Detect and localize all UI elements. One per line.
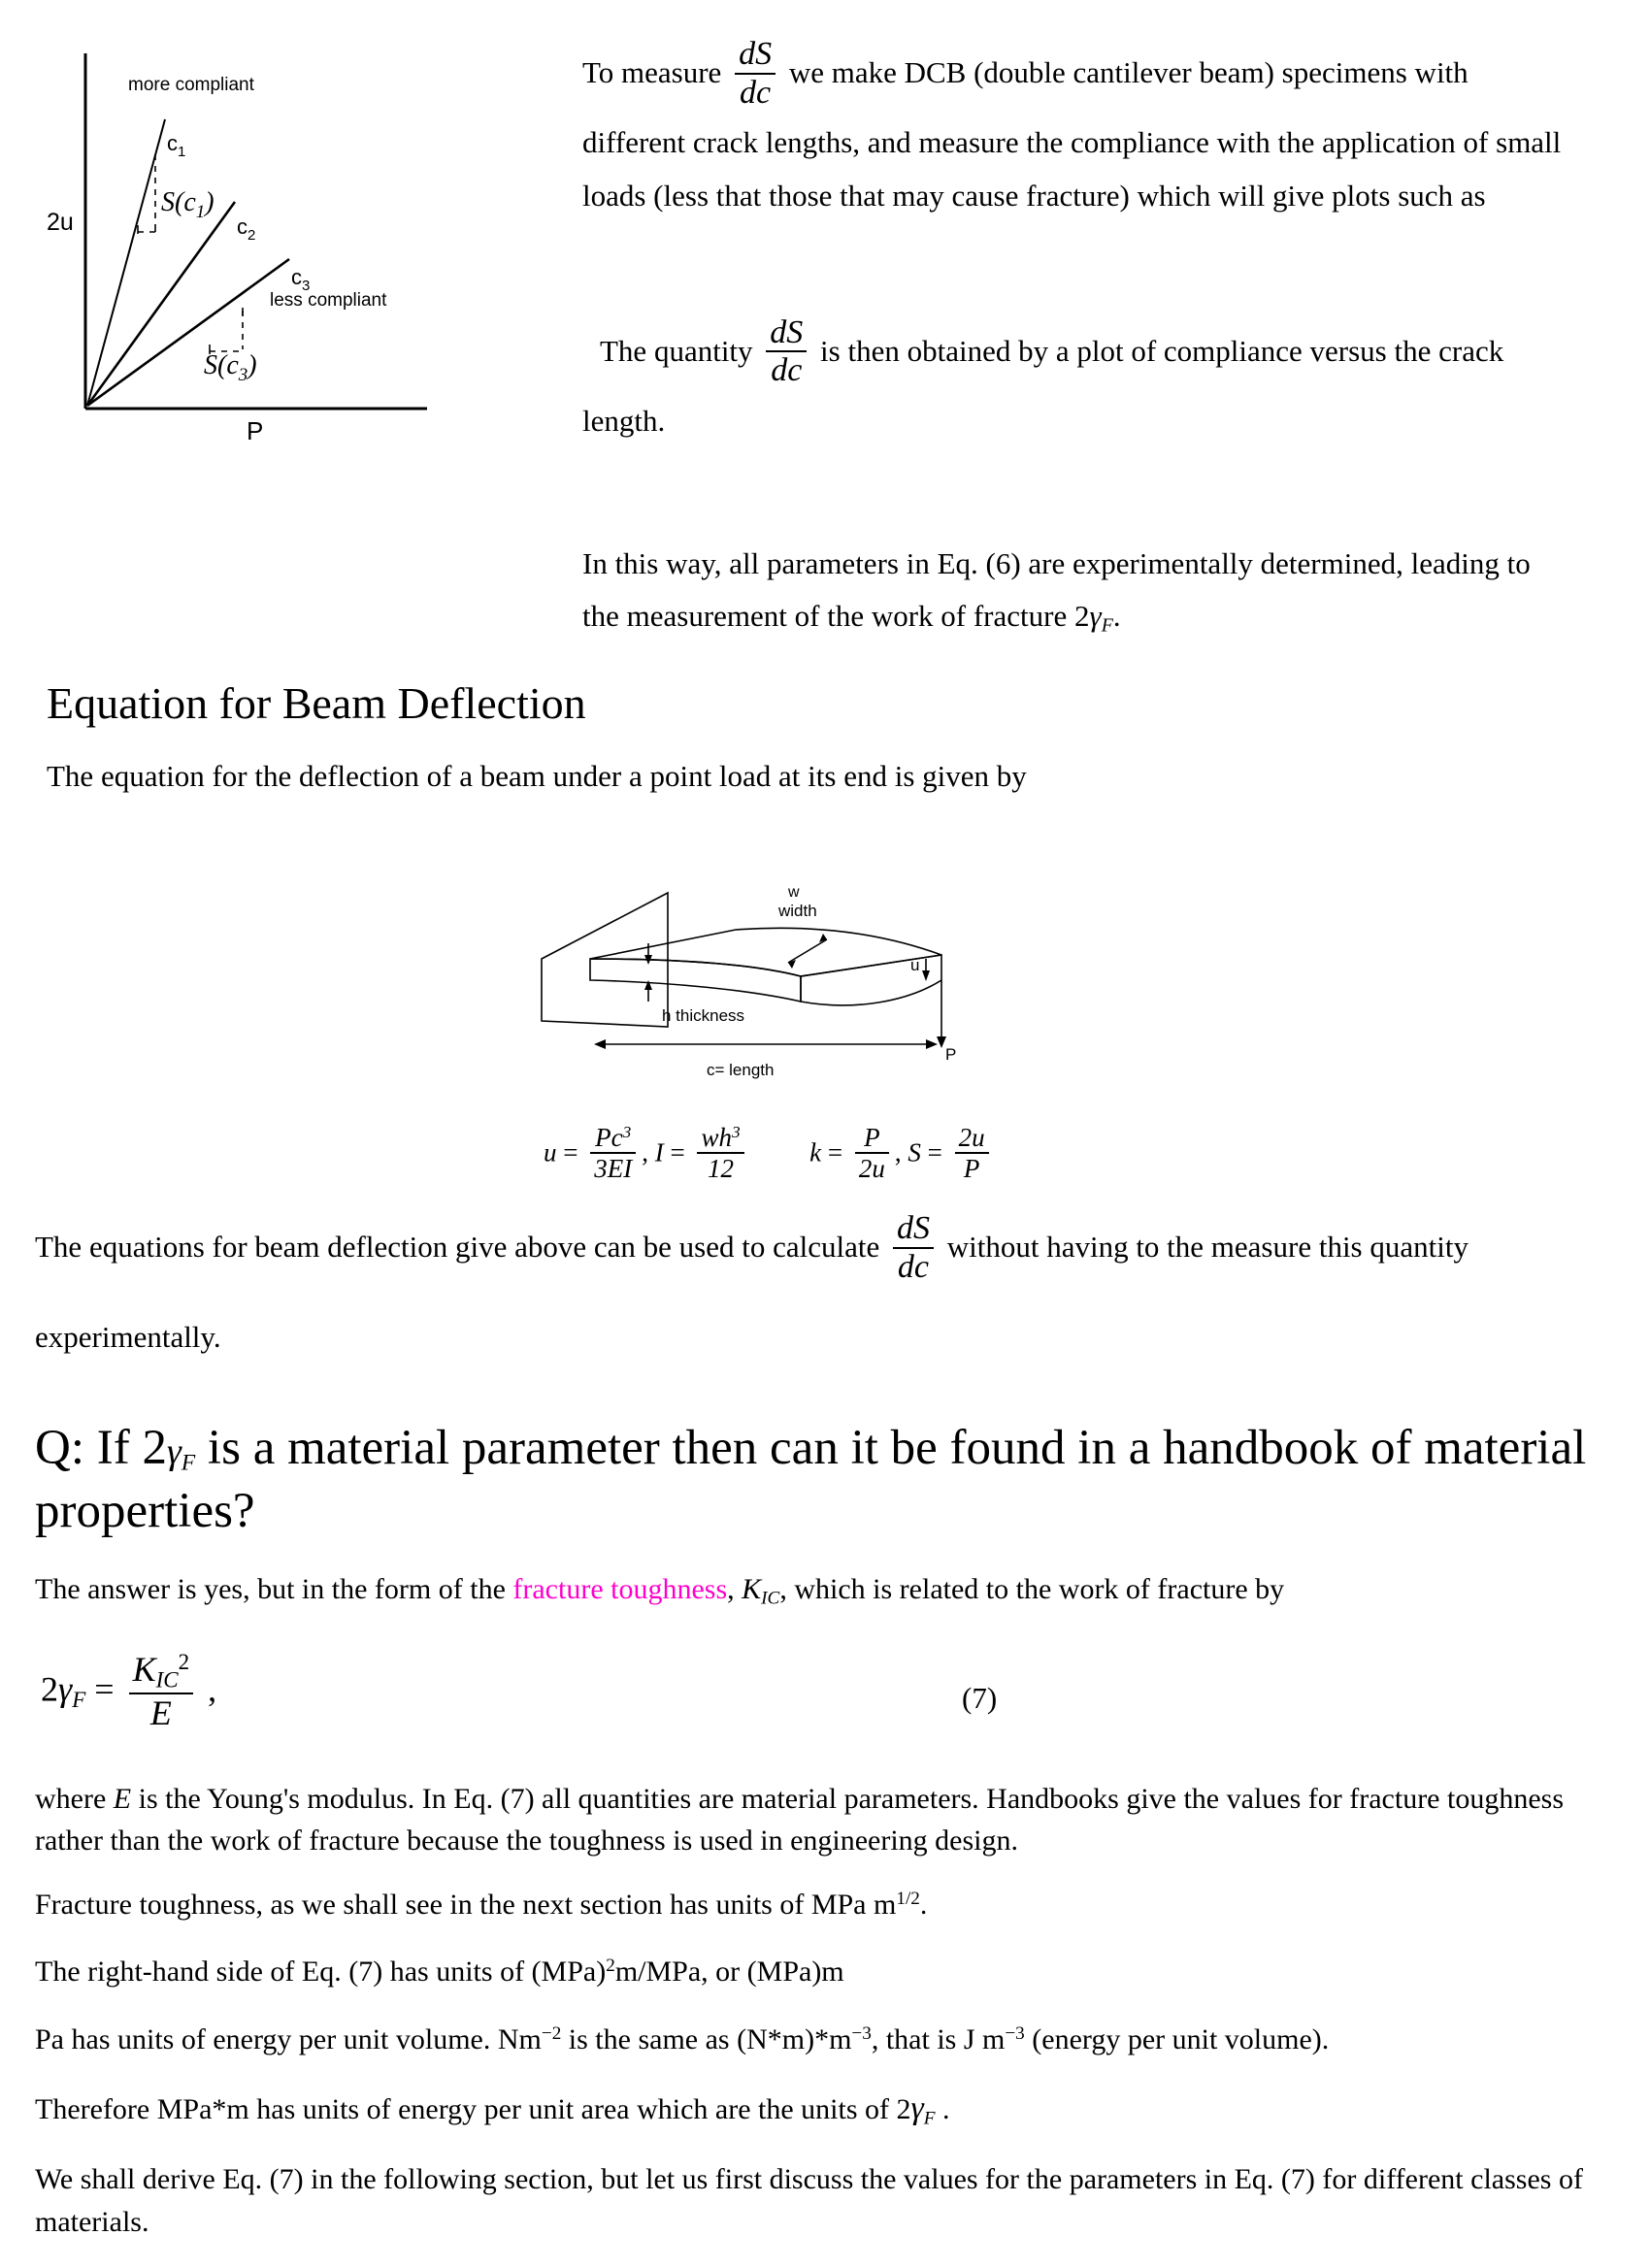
fraction-denominator: dc — [893, 1247, 934, 1285]
body2-superscript: 1/2 — [896, 1888, 920, 1909]
eq7-lhs-2: 2 — [41, 1669, 58, 1709]
formula-I-numerator — [697, 1124, 743, 1152]
body-paragraph-4 — [35, 2019, 1627, 2061]
K-symbol: K — [742, 1572, 762, 1605]
body4-b: is the same as (N*m)*m — [561, 2022, 852, 2055]
thickness-arrow-head-up — [644, 980, 652, 990]
body-paragraph-5 — [35, 2086, 1627, 2133]
question-title — [35, 1417, 1627, 1544]
intro-p4-b: is then obtained by a plot of compliance versus the crack — [820, 333, 1504, 368]
fraction-numerator: dS — [770, 313, 804, 350]
answer-text-a: The answer is yes, but in the form of the — [35, 1572, 506, 1605]
intro-paragraph-2: different crack lengths, and measure the compliance with the application of small — [582, 125, 1562, 160]
beam-end-face — [801, 955, 941, 1005]
body3-b: m/MPa, or (MPa)m — [614, 1956, 844, 1989]
series-label-c1: $c_1$ — [167, 131, 186, 160]
section-title-beam-deflection: Equation for Beam Deflection — [47, 678, 586, 728]
answer-comma: , — [727, 1572, 735, 1605]
eq7-equals: = — [94, 1669, 115, 1709]
eq7-numerator — [129, 1650, 194, 1693]
beam-diagram-svg — [524, 854, 990, 1126]
body-paragraph-3 — [35, 1951, 1627, 1993]
question-title-c: properties? — [35, 1484, 255, 1539]
beam-intro-text: The equation for the deflection of a beam under a point load at its end is given by — [47, 758, 1027, 793]
fraction-denominator: dc — [766, 350, 807, 388]
body5-gamma-subscript: F — [923, 2108, 936, 2129]
eq7-num-subscript: IC — [155, 1666, 179, 1693]
formula-S-numerator: 2u — [958, 1123, 985, 1152]
eq7-lhs-subscript: F — [72, 1686, 86, 1712]
after-beam-text-a: The equations for beam deflection give above can be used to calculate — [35, 1229, 880, 1264]
beam-label-c-length: c= length — [707, 1061, 775, 1079]
dS-dc-fraction-3 — [893, 1211, 934, 1284]
eq7-lhs-gamma: γ — [58, 1669, 73, 1709]
formula-I-num-text: wh — [701, 1123, 732, 1152]
series-label-c2: $c_2$ — [237, 214, 256, 244]
gamma-symbol: γ — [1089, 599, 1102, 634]
eq7-denominator: E — [129, 1693, 194, 1732]
formula-u-denominator: 3EI — [590, 1152, 636, 1182]
equation-7-number: (7) — [962, 1680, 998, 1715]
eq7-comma: , — [208, 1669, 217, 1709]
question-gamma-subscript: F — [181, 1450, 196, 1476]
formula-u-num-text: Pc — [595, 1123, 623, 1152]
question-section — [35, 1417, 1627, 2268]
after-beam-line-1 — [35, 1210, 1627, 1286]
intro-paragraph-7 — [582, 595, 1626, 640]
intro-paragraph-5: length. — [582, 404, 666, 438]
deflection-u-arrow-head — [922, 970, 930, 981]
after-beam-line-2: experimentally. — [35, 1320, 221, 1355]
slope-label-c3: $S(c_3)$ — [204, 350, 257, 385]
spacer-2 — [582, 453, 1626, 542]
after-beam-paragraph — [35, 1210, 1627, 1361]
spacer-1 — [582, 228, 1626, 317]
slope-label-c1: $S(c_1)$ — [161, 187, 214, 222]
formula-k-equals: = — [827, 1137, 843, 1167]
beam-label-w: w — [788, 884, 800, 901]
dS-dc-fraction-2 — [766, 315, 807, 388]
formula-S-lhs: S — [908, 1137, 921, 1167]
length-arrow-head-right — [926, 1039, 938, 1049]
eq7-num-superscript: 2 — [178, 1648, 190, 1674]
formula-I-num-exp: 3 — [731, 1123, 741, 1142]
series-line-c1 — [87, 119, 165, 406]
body4-a: Pa has units of energy per unit volume. Nm — [35, 2022, 542, 2055]
body4-c: , that is J m — [871, 2022, 1006, 2055]
equation-7 — [41, 1648, 217, 1733]
beam-label-h-thickness: h thickness — [662, 1006, 745, 1025]
series-line-c3 — [87, 259, 289, 406]
intro-p1-a: To measure — [582, 54, 722, 89]
intro-p7-b: . — [1112, 599, 1121, 634]
question-gamma-symbol: γ — [166, 1431, 182, 1472]
eq7-fraction — [129, 1650, 194, 1731]
E-symbol: E — [113, 1782, 132, 1815]
formula-u-numerator — [590, 1124, 636, 1152]
fracture-toughness-highlight: fracture toughness — [512, 1572, 728, 1605]
formula-comma-1: , — [642, 1137, 648, 1167]
body6-b: classes of materials. — [35, 2163, 1583, 2238]
body5-a: Therefore MPa*m has units of energy per unit area which are the units of 2 — [35, 2093, 911, 2126]
intro-p1-b: we make DCB (double cantilever beam) specimens with — [788, 54, 1468, 89]
formula-u-lhs: u — [544, 1137, 557, 1167]
intro-p7-a: the measurement of the work of fracture 2 — [582, 599, 1090, 634]
body3-a: The right-hand side of Eq. (7) has units of (MPa) — [35, 1956, 607, 1989]
body1-a: where — [35, 1782, 107, 1815]
body5-gamma: γ — [910, 2090, 924, 2127]
annotation-less-compliant: less compliant — [270, 290, 387, 311]
intro-text-column — [582, 36, 1626, 649]
beam-label-width: width — [778, 902, 817, 920]
body-paragraph-6 — [35, 2158, 1627, 2243]
formula-S-denominator: P — [955, 1152, 989, 1182]
body-paragraph-1 — [35, 1778, 1627, 1862]
intro-p4-a: The quantity — [600, 333, 753, 368]
intro-paragraph-6: In this way, all parameters in Eq. (6) are experimentally determined, leading to — [582, 545, 1531, 580]
beam-deflection-section — [47, 679, 1619, 806]
intro-paragraph-3: loads (less that those that may cause fracture) which will give plots such as — [582, 179, 1486, 213]
formula-u-fraction — [590, 1124, 636, 1183]
compliance-chart-svg — [19, 24, 582, 442]
x-axis-label: P — [247, 416, 264, 442]
body-paragraph-2 — [35, 1884, 1627, 1926]
after-beam-text-b: without having to the measure this quantity — [946, 1229, 1468, 1264]
beam-front-face — [590, 959, 801, 1002]
body4-superscript-1: −2 — [541, 2022, 562, 2044]
body3-superscript: 2 — [606, 1956, 615, 1977]
formula-comma-2: , — [894, 1137, 902, 1167]
formula-u-num-exp: 3 — [622, 1123, 632, 1142]
beam-label-P: P — [945, 1045, 957, 1064]
gamma-subscript: F — [1101, 614, 1113, 637]
fraction-numerator: dS — [739, 36, 773, 72]
formula-I-denominator: 12 — [697, 1152, 743, 1182]
formula-k-denominator: 2u — [855, 1152, 889, 1182]
beam-diagram-figure — [524, 854, 990, 1126]
body4-d: (energy per unit volume). — [1024, 2022, 1330, 2055]
question-body — [35, 1778, 1627, 2243]
equation-7-row — [35, 1648, 1627, 1739]
formula-I-lhs: I — [654, 1137, 664, 1167]
intro-paragraph-4 — [582, 313, 1626, 390]
formula-I-equals: = — [670, 1137, 685, 1167]
beam-label-u: u — [910, 956, 920, 974]
question-title-b: is a material parameter then can it be found in a handbook of material — [207, 1421, 1587, 1475]
intro-paragraph-1 — [582, 36, 1626, 112]
body5-b: . — [941, 2093, 950, 2126]
formula-k-lhs: k — [809, 1137, 822, 1167]
body2-b: . — [919, 1888, 928, 1921]
formula-I-fraction — [697, 1124, 743, 1183]
formula-S-fraction — [955, 1124, 989, 1183]
formula-u-equals: = — [563, 1137, 578, 1167]
formula-k-numerator: P — [864, 1123, 880, 1152]
fraction-denominator: dc — [735, 73, 776, 111]
compliance-chart-figure — [19, 24, 582, 442]
beam-formula-row — [544, 1123, 1048, 1185]
body1-c: toughness rather than the work of fracture because the toughness is used in engineering design. — [35, 1782, 1564, 1857]
y-axis-label: 2u — [47, 209, 74, 236]
dS-dc-fraction-1 — [735, 37, 776, 110]
width-arrow-line — [788, 939, 827, 963]
question-title-a: Q: If 2 — [35, 1421, 167, 1475]
formula-k-fraction — [855, 1124, 889, 1183]
body2-a: Fracture toughness, as we shall see in the next section has units of MPa m — [35, 1888, 897, 1921]
formula-S-equals: = — [927, 1137, 942, 1167]
series-label-c3: $c_3$ — [291, 265, 311, 294]
fraction-numerator: dS — [896, 1210, 930, 1246]
body1-b: is the Young's modulus. In Eq. (7) all quantities are material parameters. Handbooks give the values for fracture — [138, 1782, 1440, 1815]
body6-a: We shall derive Eq. (7) in the following section, but let us first discuss the values for the parameters in Eq. (7) for different — [35, 2163, 1464, 2196]
annotation-more-compliant: more compliant — [128, 75, 254, 95]
body4-superscript-3: −3 — [1005, 2022, 1025, 2044]
body4-superscript-2: −3 — [851, 2022, 872, 2044]
answer-text-c: , which is related to the work of fracture by — [779, 1572, 1285, 1605]
K-subscript: IC — [761, 1587, 780, 1608]
length-arrow-head-left — [594, 1039, 606, 1049]
eq7-num-K: K — [132, 1649, 156, 1689]
answer-lead-paragraph — [35, 1573, 1627, 1609]
